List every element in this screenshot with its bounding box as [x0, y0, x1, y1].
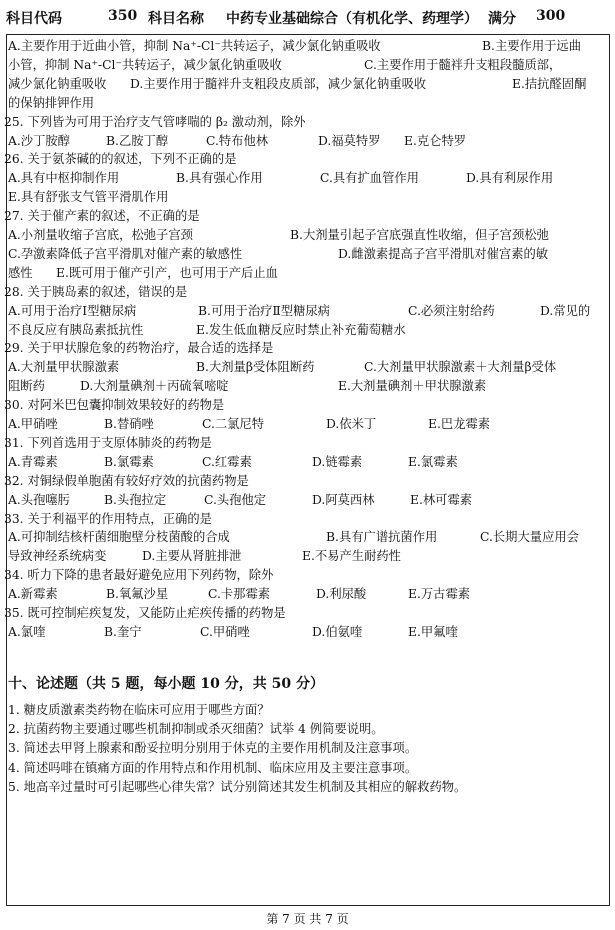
question-text: 31. 下列首选用于支原体肺炎的药物是 [4, 435, 212, 450]
question-text: E.万古霉素 [408, 587, 471, 602]
question-text: E.拮抗醛固酮 [512, 76, 587, 91]
question-text: A.氯喹 [8, 624, 46, 639]
question-text: A.主要作用于近曲小管，抑制 Na⁺-Cl⁻共转运子，减少氯化钠重吸收 [8, 39, 381, 53]
question-text: C.红霉素 [202, 454, 252, 469]
question-text: B.奎宁 [104, 624, 142, 639]
essay-question: 1. 糖皮质激素类药物在临床可应用于哪些方面？ [8, 703, 270, 717]
question-text: 27. 关于催产素的叙述，不正确的是 [4, 209, 200, 224]
question-text: C.主要作用于髓袢升支粗段髓质部， [364, 57, 562, 72]
full-score-label: 满分 [488, 11, 516, 27]
question-text: 35. 既可控制疟疾复发，又能防止疟疾传播的药物是 [4, 606, 286, 620]
section-title: 十、论述题（共 5 题，每小题 10 分，共 50 分） [8, 676, 324, 692]
question-text: A.新霉素 [8, 587, 58, 602]
subject-name-value: 中药专业基础综合（有机化学、药理学） [226, 11, 478, 27]
question-text: A.沙丁胺醇 [8, 133, 70, 148]
question-text: C.二氯尼特 [202, 417, 265, 431]
question-text: 小管，抑制 Na⁺-Cl⁻共转运子，减少氯化钠重吸收 [8, 57, 282, 72]
page-header [6, 8, 609, 30]
question-text: B.大剂量β受体阻断药 [196, 360, 315, 375]
question-text: A.头孢噻肟 [8, 492, 70, 507]
question-text: 34. 听力下降的患者最好避免应用下列药物，除外 [4, 568, 274, 583]
question-text: D.阿莫西林 [312, 492, 375, 507]
question-text: 25. 下列皆为可用于治疗支气管哮喘的 β₂ 激动剂，除外 [4, 114, 306, 129]
question-text: B.可用于治疗Ⅱ型糖尿病 [198, 303, 330, 318]
question-text: D.伯氨喹 [312, 624, 363, 639]
question-text: A.甲硝唑 [8, 417, 58, 431]
question-text: A.小剂量收缩子宫底，松弛子宫颈 [8, 228, 193, 242]
question-text: D.主要从肾脏排泄 [142, 549, 242, 564]
question-text: B.主要作用于远曲 [482, 39, 582, 53]
question-text: C.长期大量应用会 [480, 530, 579, 545]
question-text: 26. 关于氨茶碱的的叙述，下列不正确的是 [4, 152, 237, 167]
question-text: D.主要作用于髓袢升支粗段皮质部，减少氯化钠重吸收 [130, 76, 427, 91]
question-text: C.必须注射给药 [408, 303, 495, 318]
question-text: B.氧氟沙星 [106, 587, 169, 602]
question-text: D.常见的 [540, 303, 591, 318]
question-text: 的保钠排钾作用 [8, 95, 95, 110]
question-text: C.孕激素降低子宫平滑肌对催产素的敏感性 [8, 246, 243, 261]
essay-question: 5. 地高辛过量时可引起哪些心律失常？试分别简述其发生机制及其相应的解救药物。 [8, 779, 467, 794]
question-text: B.氯霉素 [104, 454, 154, 469]
question-text: C.甲硝唑 [200, 624, 250, 639]
question-text: 33. 关于利福平的作用特点，正确的是 [4, 511, 212, 526]
question-text: B.具有广谱抗菌作用 [326, 530, 438, 545]
question-text: B.头孢拉定 [104, 492, 167, 507]
question-text: D.链霉素 [312, 454, 363, 469]
question-text: E.巴龙霉素 [428, 417, 491, 431]
question-text: 30. 对阿米巴包囊抑制效果较好的药物是 [4, 398, 225, 413]
subject-name-label: 科目名称 [148, 11, 204, 27]
question-text: D.雌激素提高子宫平滑肌对催宫素的敏 [338, 246, 549, 261]
question-text: C.卡那霉素 [208, 587, 271, 602]
question-text: 29. 关于甲状腺危象的药物治疗，最合适的选择是 [4, 341, 274, 356]
question-text: B.大剂量引起子宫底强直性收缩，但子宫颈松弛 [290, 228, 549, 242]
question-text: D.福莫特罗 [318, 133, 381, 148]
subject-code-value: 350 [108, 8, 138, 24]
question-text: A.具有中枢抑制作用 [8, 171, 120, 186]
question-text: E.既可用于催产引产，也可用于产后止血 [56, 265, 278, 280]
frame-bottom-border [6, 905, 610, 906]
question-text: E.克仑特罗 [404, 133, 467, 148]
question-text: E.不易产生耐药性 [302, 549, 401, 564]
question-text: E.发生低血糖反应时禁止补充葡萄糖水 [196, 322, 406, 337]
question-text: 28. 关于胰岛素的叙述，错误的是 [4, 284, 188, 299]
question-text: C.大剂量甲状腺激素＋大剂量β受体 [364, 360, 557, 375]
full-score-value: 300 [536, 8, 566, 24]
question-text: E.林可霉素 [410, 492, 473, 507]
question-text: D.大剂量碘剂＋丙硫氧嘧啶 [80, 379, 229, 394]
question-text: B.乙胺丁醇 [106, 133, 169, 148]
question-text: A.大剂量甲状腺激素 [8, 360, 120, 375]
question-text: E.大剂量碘剂＋甲状腺激素 [338, 379, 487, 394]
question-text: E.具有舒张支气管平滑肌作用 [8, 190, 169, 205]
question-text: D.依米丁 [326, 417, 377, 431]
question-text: E.甲氟喹 [408, 624, 458, 639]
question-text: D.利尿酸 [316, 587, 367, 602]
essay-question: 2. 抗菌药物主要通过哪些机制抑制或杀灭细菌？试举 4 例简要说明。 [8, 722, 384, 737]
essay-question: 3. 简述去甲肾上腺素和酚妥拉明分别用于休克的主要作用机制及注意事项。 [8, 741, 418, 756]
question-text: C.特布他林 [206, 133, 269, 148]
subject-code-label: 科目代码 [6, 11, 62, 27]
question-text: A.可用于治疗Ⅰ型糖尿病 [8, 303, 137, 318]
question-text: C.具有扩血管作用 [320, 171, 419, 186]
question-text: E.氯霉素 [408, 454, 458, 469]
question-text: B.替硝唑 [104, 417, 154, 431]
question-text: 32. 对铜绿假单胞菌有较好疗效的抗菌药物是 [4, 473, 249, 488]
question-text: 导致神经系统病变 [8, 549, 107, 564]
question-text: C.头孢他定 [204, 492, 267, 507]
question-text: B.具有强心作用 [176, 171, 263, 186]
question-text: 不良反应有胰岛素抵抗性 [8, 322, 144, 337]
page-footer: 第 7 页 共 7 页 [266, 912, 349, 926]
question-text: 减少氯化钠重吸收 [8, 76, 107, 91]
question-text: D.具有利尿作用 [466, 171, 554, 186]
question-text: 感性 [8, 265, 33, 280]
question-text: 阻断药 [8, 379, 45, 394]
question-text: A.可抑制结核杆菌细胞壁分枝菌酸的合成 [8, 530, 230, 545]
essay-question: 4. 简述吗啡在镇痛方面的作用特点和作用机制、临床应用及主要注意事项。 [8, 760, 418, 775]
question-text: A.青霉素 [8, 454, 58, 469]
